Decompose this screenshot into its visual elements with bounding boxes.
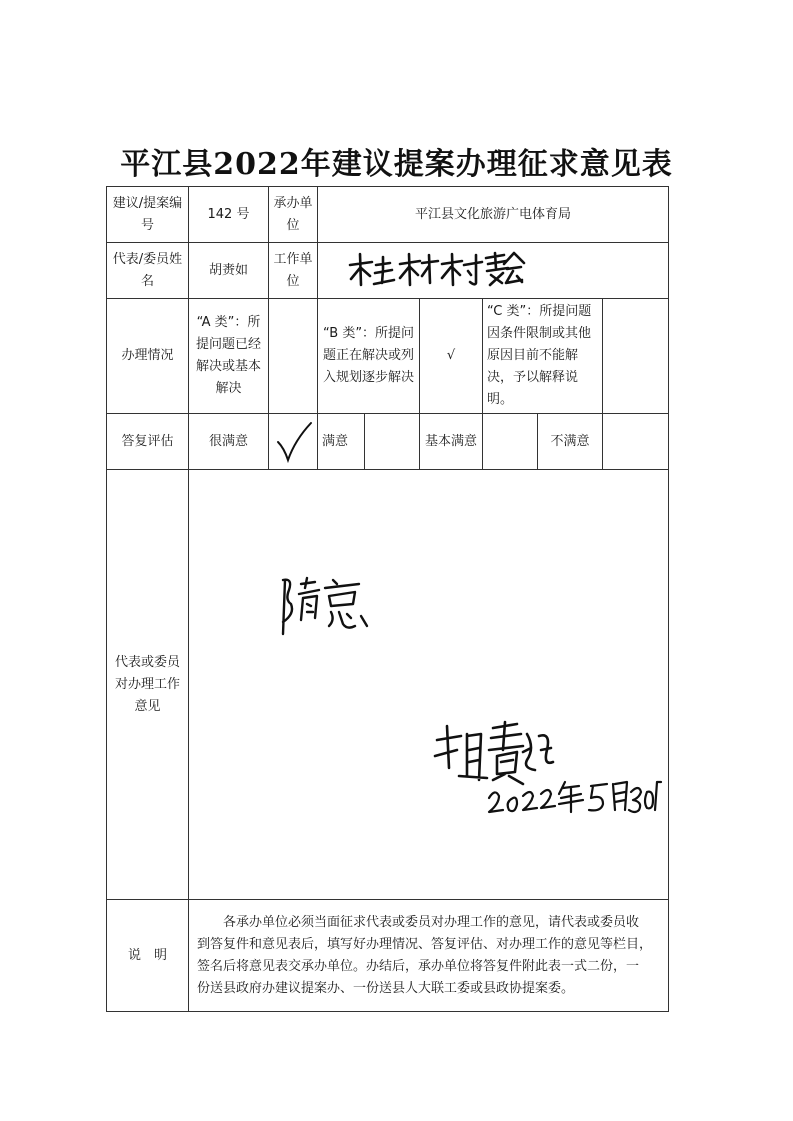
very-satisfied-mark-cell [269,414,318,470]
type-b-description: “B 类”：所提问题正在解决或列入规划逐步解决 [318,299,420,414]
note-label: 说 明 [107,900,189,1012]
evaluation-row [107,414,669,470]
proposal-number-label: 建议/提案编 号 [107,187,189,243]
handling-label: 办理情况 [107,299,189,414]
note-text [189,900,669,1012]
work-unit-label: 工作单位 [269,243,318,299]
type-c-description: “C 类”：所提问题因条件限制或其他原因目前不能解决，予以解释说明。 [483,299,603,414]
opinion-label: 代表或委员对办理工作意见 [107,470,189,900]
basically-satisfied-label: 基本满意 [420,414,483,470]
page-title: 平江县2022年建议提案办理征求意见表 [120,147,673,182]
type-a-mark-cell [269,299,318,414]
basically-satisfied-mark-cell [483,414,538,470]
opinion-row [107,470,669,900]
undertaking-unit: 平江县文化旅游广电体育局 [318,187,669,243]
undertaking-unit-label: 承办单位 [269,187,318,243]
satisfied-mark-cell [365,414,420,470]
opinion-form-table [106,186,669,1012]
type-a-description: “A 类”：所提问题已经解决或基本解决 [189,299,269,414]
work-unit-cell [318,243,669,299]
unsatisfied-mark-cell [603,414,669,470]
very-satisfied-label: 很满意 [189,414,269,470]
work-unit-handwriting-image [346,249,526,289]
checkmark-icon [275,420,313,464]
opinion-handwriting-image [277,574,377,638]
delegate-name: 胡赉如 [189,243,269,299]
handling-row [107,299,669,414]
opinion-cell [189,470,669,900]
evaluation-label: 答复评估 [107,414,189,470]
note-row [107,900,669,1012]
note-line: 份送县政府办建议提案办、一份送县人大联工委或县政协提案委。 [197,980,575,996]
satisfied-label: 满意 [318,414,365,470]
unsatisfied-label: 不满意 [538,414,603,470]
proposal-number: 142 号 [189,187,269,243]
type-c-mark-cell [603,299,669,414]
note-line: 到答复件和意见表后，填写好办理情况、答复评估、对办理工作的意见等栏目， [197,936,653,952]
delegate-row [107,243,669,299]
type-b-mark: √ [420,299,483,414]
date-handwriting-image [485,776,661,820]
note-line: 签名后将意见表交承办单位。办结后，承办单位将答复件附此表一式二份，一 [197,958,640,974]
delegate-name-label: 代表/委员姓 名 [107,243,189,299]
note-line: 各承办单位必须当面征求代表或委员对办理工作的意见，请代表或委员收 [197,914,640,930]
proposal-row [107,187,669,243]
